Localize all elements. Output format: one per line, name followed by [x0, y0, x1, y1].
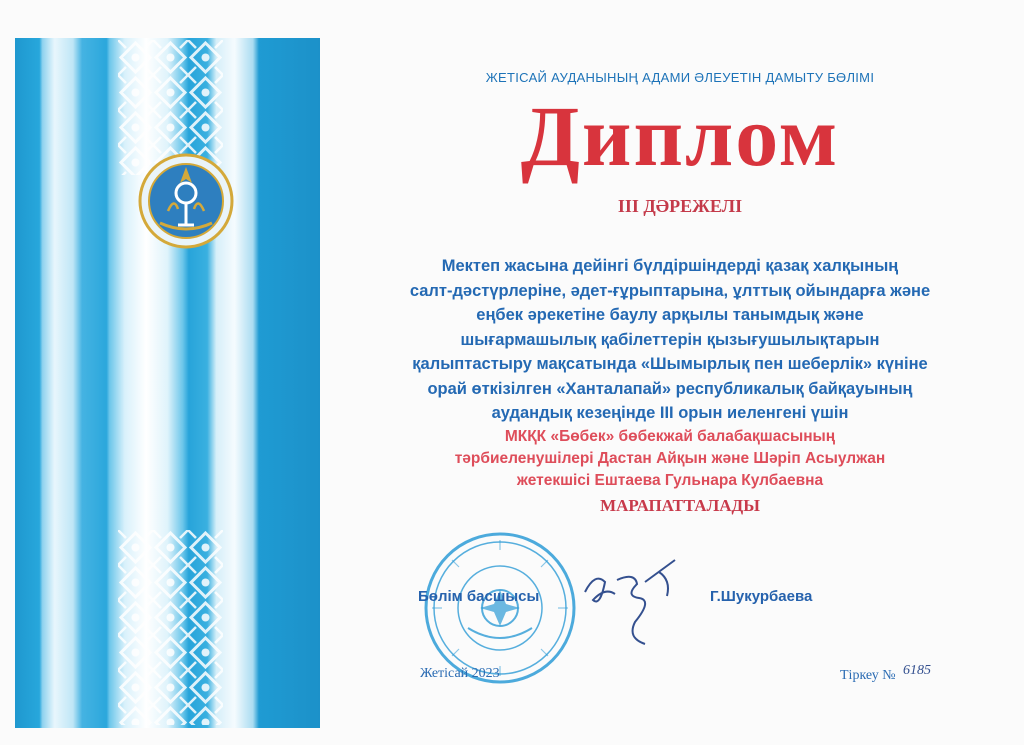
award-description: [360, 254, 980, 426]
description-line: еңбек әрекетіне баулу арқылы танымдық және: [476, 306, 864, 324]
description-line: Мектеп жасына дейінгі бүлдіршіндерді қазақ халқының: [441, 257, 899, 275]
degree-label: ІІІ ДӘРЕЖЕЛІ: [617, 196, 743, 216]
recipient-line: МКҚК «Бөбек» бөбекжай балабақшасының: [504, 428, 836, 445]
department-heading: ЖЕТІСАЙ АУДАНЫНЫҢ АДАМИ ӘЛЕУЕТІН ДАМЫТУ БӨЛІМІ: [485, 70, 875, 85]
diploma-title: Диплом: [520, 88, 840, 184]
registration-number: 6185: [903, 663, 931, 678]
recipient-line: жетекшісі Ештаева Гульнара Кулбаевна: [516, 472, 824, 489]
place-year: Жетісай 2023: [420, 666, 500, 681]
signatory-role: Бөлім басшысы: [418, 588, 540, 605]
description-line: салт-дәстүрлеріне, әдет-ғұрыптарына, ұлттық ойындарға және: [409, 281, 931, 300]
district-emblem-icon: [138, 153, 234, 249]
signatory-name: Г.Шукурбаева: [710, 588, 813, 605]
registration-label: Тіркеу №: [840, 668, 896, 683]
description-line: шығармашылық қабілеттерін қызығушылықтарын: [460, 330, 880, 349]
signature-icon: [575, 552, 690, 647]
description-line: орай өткізілген «Ханталапай» республикалық байқауының: [427, 379, 913, 398]
awarded-label: МАРАПАТТАЛАДЫ: [600, 496, 760, 515]
official-stamp-icon: [420, 528, 580, 688]
recipients: [360, 426, 980, 492]
ornament-bottom: [118, 530, 223, 725]
description-line: қалыптастыру мақсатында «Шымырлық пен шеберлік» күніне: [412, 355, 928, 373]
description-line: аудандық кезеңінде ІІІ орын иеленгені үшін: [491, 404, 849, 422]
recipient-line: тәрбиеленушілері Дастан Айқын және Шәріп Асыулжан: [454, 450, 886, 467]
